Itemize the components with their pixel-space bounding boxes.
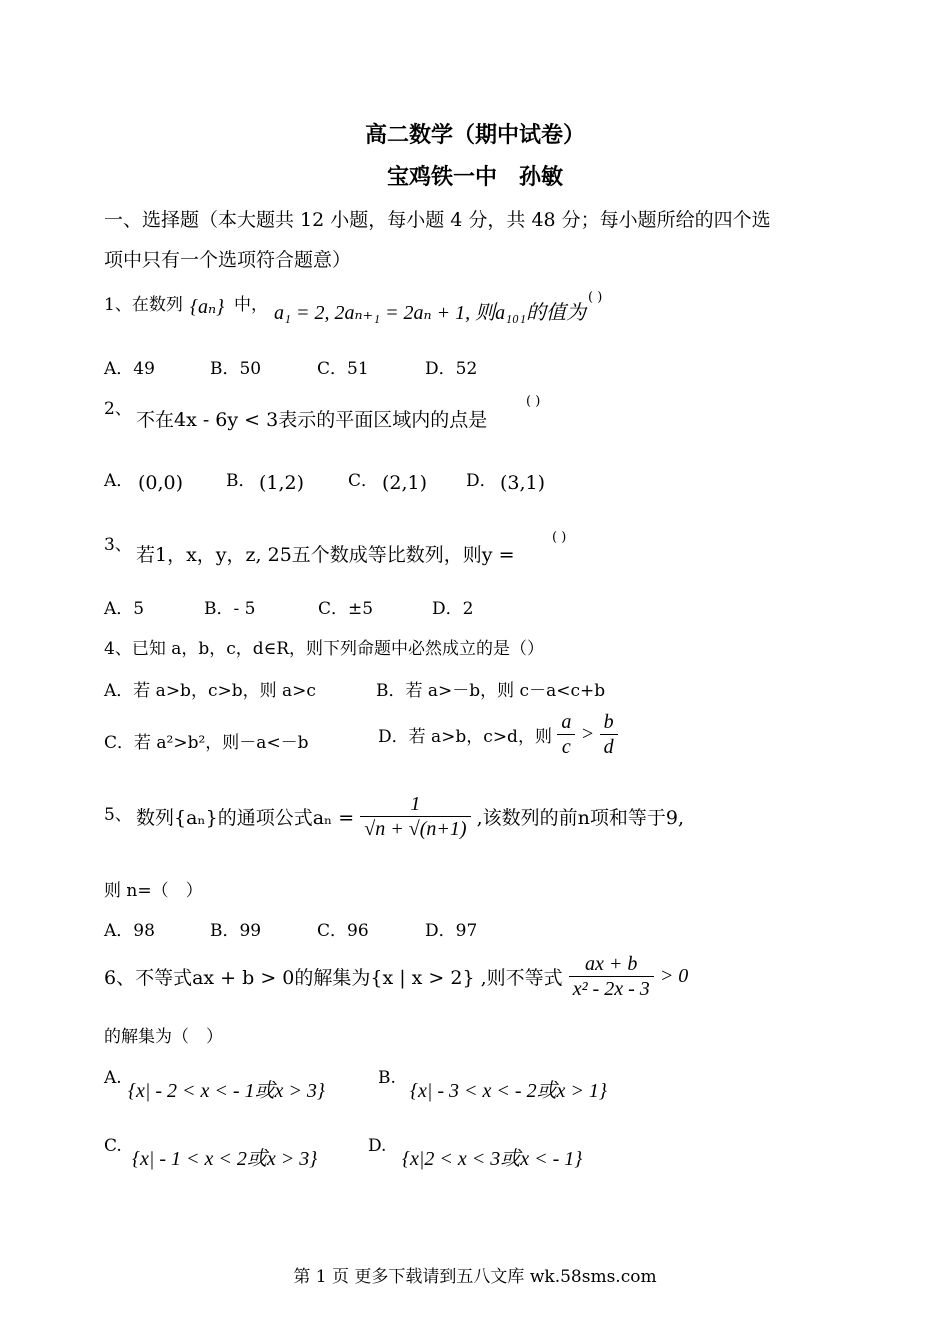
q4-option-c: C．若 a²>b²，则－a<－b — [104, 733, 309, 753]
q4-d-denominator-right: d — [603, 736, 614, 758]
q1-option-d: D．52 — [425, 359, 478, 379]
q6-numerator: ax + b — [569, 952, 654, 977]
section-heading-line1: 一、选择题（本大题共 12 小题，每小题 4 分，共 48 分；每小题所给的四个选 — [104, 209, 771, 231]
q5-option-a: A．98 — [104, 921, 155, 941]
q6-option-d-label: D. — [368, 1136, 387, 1156]
q1-option-a: A．49 — [104, 359, 155, 379]
q4-d-denominator-left: c — [561, 736, 571, 758]
q5-denominator: √n + √(n+1) — [364, 818, 467, 840]
q3-option-b: B．- 5 — [204, 599, 256, 619]
q5-stem-pre: 数列{aₙ}的通项公式aₙ = — [136, 807, 355, 829]
q6-stem-line2: 的解集为（ ） — [104, 1027, 223, 1047]
q3-option-c: C．±5 — [318, 599, 374, 619]
q6-stem-pre: 6、不等式ax + b > 0的解集为{x | x > 2} ,则不等式 — [104, 967, 563, 989]
q5-option-c: C．96 — [317, 921, 369, 941]
page-subtitle: 宝鸡铁一中 孙敏 — [386, 164, 563, 190]
q6-option-b: {x| - 3 < x < - 2或x > 1} — [410, 1080, 607, 1102]
q4-d-operator: > — [580, 723, 595, 745]
q4-option-d-text: D．若 a>b，c>d，则 — [378, 727, 552, 747]
q6-stem-post: > 0 — [659, 965, 689, 987]
q6-option-d: {x|2 < x < 3或x < - 1} — [402, 1148, 583, 1170]
q4-d-fraction-left — [557, 710, 575, 759]
q3-number: 3、 — [104, 535, 132, 555]
q2-option-a: (0,0) — [138, 472, 184, 494]
q4-stem: 4、已知 a，b，c，d∈R，则下列命题中必然成立的是（） — [104, 639, 545, 659]
q3-answer-paren: ( ) — [552, 530, 567, 545]
q5-option-b: B．99 — [210, 921, 262, 941]
q2-option-a-label: A． — [104, 471, 134, 491]
q4-option-a: A．若 a>b，c>b，则 a>c — [104, 681, 316, 701]
q6-stem — [104, 952, 688, 1001]
q1-answer-paren: ( ) — [588, 290, 603, 305]
q5-fraction — [360, 792, 470, 841]
q4-option-d — [378, 710, 618, 759]
q5-stem-line2: 则 n=（ ） — [104, 881, 203, 901]
section-heading-line2: 项中只有一个选项符合题意） — [104, 249, 352, 271]
q1-option-c: C．51 — [317, 359, 369, 379]
q2-option-b: (1,2) — [259, 472, 305, 494]
q6-denominator: x² - 2x - 3 — [572, 978, 650, 1000]
q6-fraction — [569, 952, 654, 1001]
q5-numerator: 1 — [360, 792, 470, 817]
q2-option-c-label: C． — [348, 471, 379, 491]
page-title: 高二数学（期中试卷） — [364, 122, 585, 148]
q2-option-b-label: B． — [226, 471, 256, 491]
q6-option-b-label: B. — [378, 1068, 396, 1088]
q6-option-c-label: C. — [104, 1136, 122, 1156]
q1-number: 1、在数列 — [104, 295, 183, 315]
q6-option-a: {x| - 2 < x < - 1或x > 3} — [128, 1080, 325, 1102]
q6-option-a-label: A. — [104, 1068, 122, 1088]
q2-option-d-label: D． — [466, 471, 497, 491]
q2-option-c: (2,1) — [382, 472, 428, 494]
q1-formula: a₁ = 2, 2aₙ₊₁ = 2aₙ + 1, 则a₁₀₁的值为 — [274, 302, 587, 324]
q2-number: 2、 — [104, 399, 132, 419]
q3-option-d: D．2 — [432, 599, 474, 619]
q4-d-fraction-right — [600, 710, 618, 759]
page-footer: 第 1 页 更多下载请到五八文库 wk.58sms.com — [293, 1267, 657, 1287]
q5-option-d: D．97 — [425, 921, 478, 941]
q3-option-a: A．5 — [104, 599, 145, 619]
q4-d-numerator-left: a — [557, 710, 575, 735]
q5-stem — [136, 792, 684, 841]
q6-option-c: {x| - 1 < x < 2或x > 3} — [132, 1148, 318, 1170]
q2-stem: 不在4x - 6y < 3表示的平面区域内的点是 — [136, 409, 488, 431]
q1-sequence: {aₙ} — [190, 296, 225, 318]
q4-d-numerator-right: b — [600, 710, 618, 735]
q2-answer-paren: ( ) — [526, 394, 541, 409]
q4-option-b: B．若 a>－b，则 c－a<c+b — [376, 681, 606, 701]
q1-mid: 中， — [234, 295, 268, 315]
q3-stem: 若1，x，y，z, 25五个数成等比数列，则y = — [136, 544, 515, 566]
q5-number: 5、 — [104, 805, 132, 825]
q1-option-b: B．50 — [210, 359, 262, 379]
q5-stem-post: ,该数列的前n项和等于9, — [476, 807, 684, 829]
q2-option-d: (3,1) — [500, 472, 546, 494]
